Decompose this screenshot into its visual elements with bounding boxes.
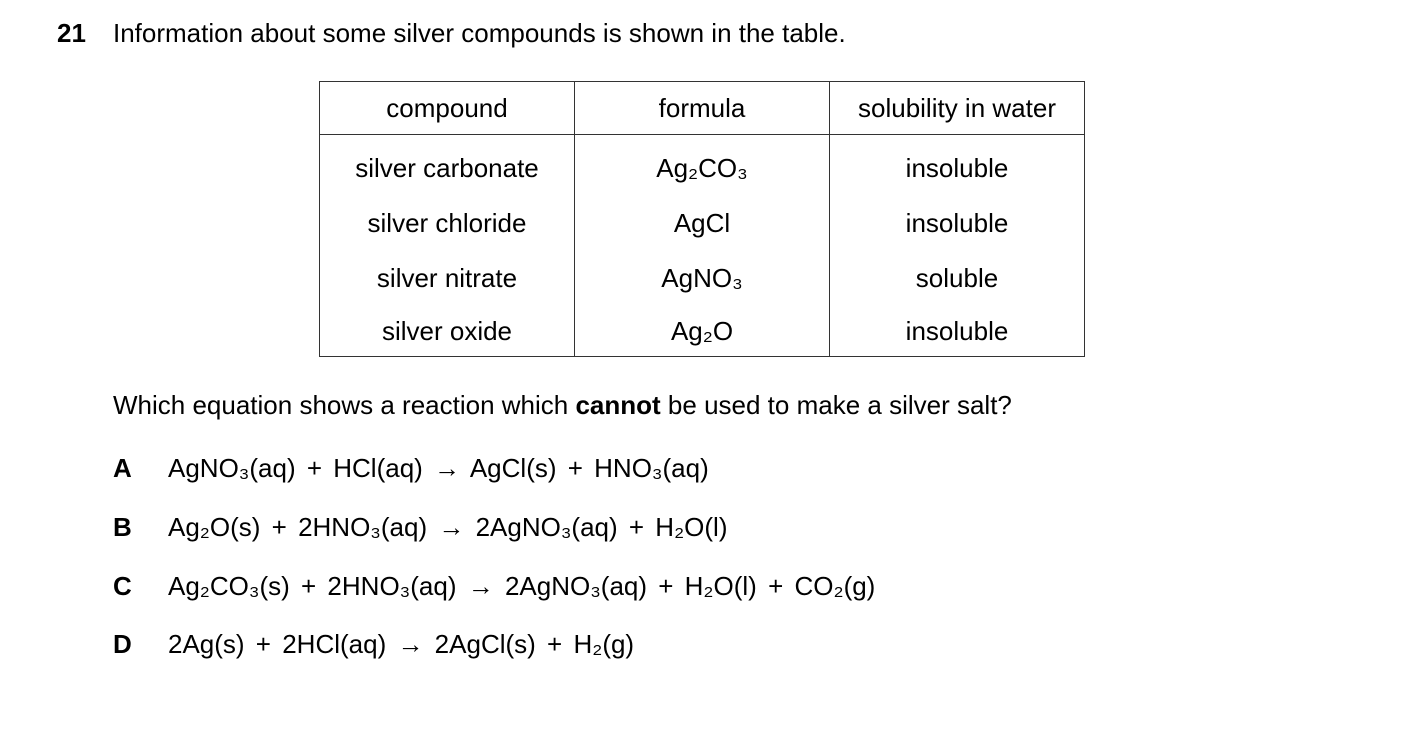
question-intro: Information about some silver compounds is shown in the table.: [113, 18, 846, 48]
cell-compound: silver oxide: [320, 306, 575, 357]
option-equation: 2Ag(s) + 2HCl(aq) → 2AgCl(s) + H₂(g): [168, 629, 635, 659]
cell-formula: AgNO₃: [575, 251, 830, 306]
cell-compound: silver chloride: [320, 196, 575, 251]
prompt-start: Which equation shows a reaction which: [113, 390, 576, 420]
option-equation: Ag₂O(s) + 2HNO₃(aq) → 2AgNO₃(aq) + H₂O(l): [168, 512, 728, 542]
cell-compound: silver nitrate: [320, 251, 575, 306]
table-header-row: [320, 82, 1085, 135]
option-letter: A: [113, 453, 132, 483]
option-a[interactable]: [113, 452, 709, 484]
cell-formula: Ag₂O: [575, 306, 830, 357]
header-compound: compound: [320, 82, 575, 135]
table-row: [320, 196, 1085, 251]
table-row: [320, 306, 1085, 357]
option-equation: AgNO₃(aq) + HCl(aq) → AgCl(s) + HNO₃(aq): [168, 453, 709, 483]
option-letter: D: [113, 629, 132, 659]
cell-solubility: insoluble: [830, 135, 1085, 197]
prompt-end: be used to make a silver salt?: [660, 390, 1012, 420]
cell-formula: AgCl: [575, 196, 830, 251]
prompt-emphasis: cannot: [575, 390, 661, 420]
compounds-table: [319, 81, 1085, 357]
option-c[interactable]: [113, 570, 875, 602]
question-number: 21: [57, 18, 86, 48]
option-d[interactable]: [113, 628, 634, 660]
header-solubility: solubility in water: [830, 82, 1085, 135]
question-prompt: [113, 389, 1012, 421]
option-equation: Ag₂CO₃(s) + 2HNO₃(aq) → 2AgNO₃(aq) + H₂O(l) + CO₂(g): [168, 571, 876, 601]
table-row: [320, 135, 1085, 197]
cell-solubility: soluble: [830, 251, 1085, 306]
option-b[interactable]: [113, 511, 727, 543]
option-letter: C: [113, 571, 132, 601]
cell-formula: Ag₂CO₃: [575, 135, 830, 197]
cell-solubility: insoluble: [830, 306, 1085, 357]
cell-compound: silver carbonate: [320, 135, 575, 197]
header-formula: formula: [575, 82, 830, 135]
option-letter: B: [113, 512, 132, 542]
cell-solubility: insoluble: [830, 196, 1085, 251]
table-row: [320, 251, 1085, 306]
